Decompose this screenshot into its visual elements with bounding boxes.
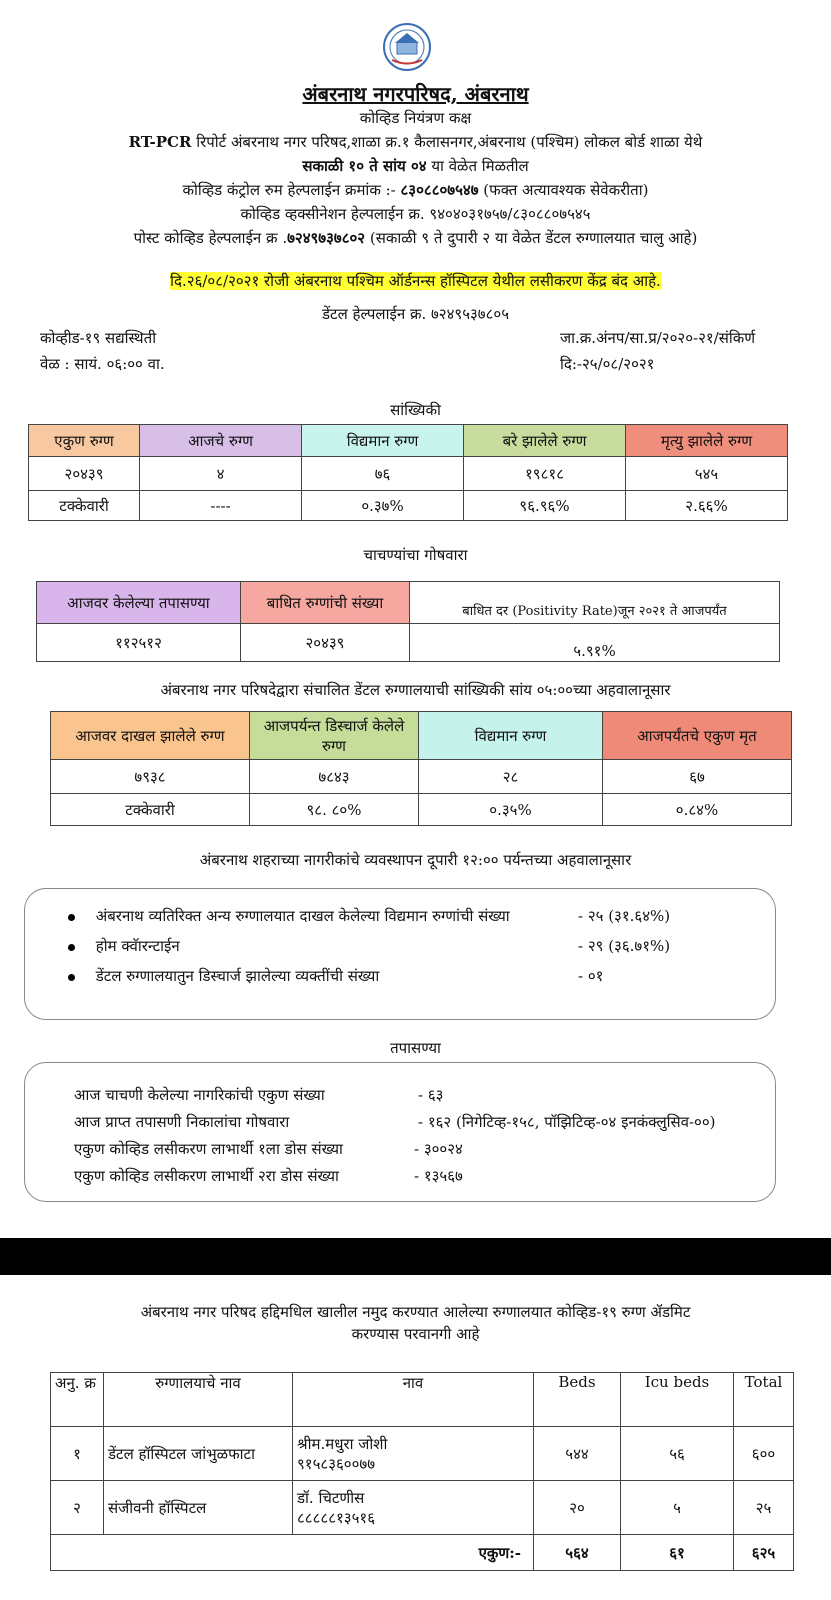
tests-header-rate: बाधित दर (Positivity Rate)जून २०२१ ते आजपर्यंत — [410, 582, 780, 624]
stats-cell: ०.३७% — [302, 491, 464, 521]
dental-cell: ९८. ८०% — [250, 794, 419, 826]
hospital-name: संजीवनी हॉस्पिटल — [104, 1481, 293, 1535]
dental-cell: ०.८४% — [603, 794, 792, 826]
testing-item-label: आज चाचणी केलेल्या नागरिकांची एकुण संख्या — [74, 1086, 325, 1104]
hospital-total: २५ — [734, 1481, 794, 1535]
dental-header-discharged: आजपर्यन्त डिस्चार्ज केलेले रुग्ण — [250, 712, 419, 760]
rtpcr-bold: RT-PCR — [128, 133, 192, 151]
hospitals-header-serial: अनु. क्र — [51, 1373, 104, 1427]
stats-cell: ९६.९६% — [464, 491, 626, 521]
testing-item-value: - १६२ (निगेटिव्ह-१५८, पॉझिटिव्ह-०४ इनकंक्लुसिव-००) — [418, 1113, 716, 1131]
status-label: कोव्हीड-१९ सद्यस्थिती — [40, 329, 157, 347]
testing-item-label: एकुण कोव्हिड लसीकरण लाभार्थी १ला डोस संख्या — [74, 1140, 343, 1158]
rtpcr-text: रिपोर्ट अंबरनाथ नगर परिषद,शाळा क्र.१ कैलासनगर,अंबरनाथ (पश्चिम) लोकल बोर्ड शाळा येथे — [191, 133, 703, 151]
dental-table — [50, 711, 792, 826]
testing-item-value: - ६३ — [418, 1086, 444, 1104]
tests-heading: चाचण्यांचा गोषवारा — [363, 546, 468, 564]
dental-cell: ७९३८ — [51, 760, 250, 794]
dental-helpline: डेंटल हेल्पलाईन क्र. ७२४९५३७८०५ — [321, 305, 509, 323]
hospital-total: ६०० — [734, 1427, 794, 1481]
tests-cell: ११२५१२ — [37, 624, 241, 662]
municipal-seal-icon — [382, 20, 432, 74]
closure-notice: दि.२६/०८/२०२१ रोजी अंबरनाथ पश्चिम ऑर्डनन्स हॉस्पिटल येथील लसीकरण केंद्र बंद आहे. — [170, 272, 661, 290]
tests-header-positive: बाधित रुग्णांची संख्या — [241, 582, 410, 624]
stats-table — [28, 424, 788, 521]
control-room-line — [0, 180, 831, 200]
stats-cell: टक्केवारी — [29, 491, 140, 521]
testing-heading: तपासण्या — [390, 1039, 441, 1057]
dental-header-deaths: आजपर्यंतचे एकुण मृत — [603, 712, 792, 760]
hospital-beds: २० — [534, 1481, 621, 1535]
dental-cell: ०.३५% — [419, 794, 603, 826]
bullet-icon — [68, 944, 75, 951]
management-item — [68, 936, 180, 956]
hospitals-header-hospital: रुग्णालयाचे नाव — [104, 1373, 293, 1427]
hospital-serial: २ — [51, 1481, 104, 1535]
stats-cell: १९८१८ — [464, 457, 626, 491]
stats-cell: ७६ — [302, 457, 464, 491]
dental-heading: अंबरनाथ नगर परिषदेद्वारा संचालित डेंटल रुग्णालयाची सांख्यिकी सांय ०५:००च्या अहवालानूसार — [160, 681, 671, 699]
hospital-beds: ५४४ — [534, 1427, 621, 1481]
tests-table — [36, 581, 780, 662]
subtitle: कोव्हिड नियंत्रण कक्ष — [359, 109, 472, 127]
notice-line — [0, 271, 831, 291]
control-room-number: ८३०८८०७५४७ — [400, 181, 479, 199]
contact-phone: ८८८८८१३५१६ — [297, 1508, 376, 1527]
dental-cell: ७८४३ — [250, 760, 419, 794]
management-item-value: - २५ (३१.६४%) — [578, 907, 671, 925]
postcovid-note: (सकाळी ९ ते दुपारी २ या वेळेत डेंटल रुग्णालयात चालु आहे) — [365, 229, 698, 247]
contact-name: श्रीम.मधुरा जोशी — [297, 1434, 388, 1453]
hospitals-table — [50, 1372, 794, 1571]
testing-item-label: आज प्राप्त तपासणी निकालांचा गोषवारा — [74, 1113, 290, 1131]
control-room-note: (फक्त अत्यावश्यक सेवेकरीता) — [478, 181, 649, 199]
hospitals-heading-line2: करण्यास परवानगी आहे — [351, 1325, 480, 1343]
hospital-name: डेंटल हॉस्पिटल जांभुळफाटा — [104, 1427, 293, 1481]
stats-heading: सांख्यिकी — [390, 401, 441, 419]
rtpcr-line — [0, 132, 831, 152]
hospitals-header-icu: Icu beds — [621, 1373, 734, 1427]
postcovid-number: ७२४९७३७८०२ — [287, 229, 366, 247]
total-beds: ५६४ — [534, 1535, 621, 1571]
total-icu: ६१ — [621, 1535, 734, 1571]
testing-item-value: - ३००२४ — [414, 1140, 463, 1158]
timing-line — [0, 156, 831, 176]
dental-header-admitted: आजवर दाखल झालेले रुग्ण — [51, 712, 250, 760]
stats-header-total: एकुण रुग्ण — [29, 425, 140, 457]
stats-header-today: आजचे रुग्ण — [140, 425, 302, 457]
page-title: अंबरनाथ नगरपरिषद, अंबरनाथ — [302, 82, 529, 106]
stats-cell: ५४५ — [626, 457, 788, 491]
bullet-icon — [68, 974, 75, 981]
management-item-label: डेंटल रुग्णालयातुन डिस्चार्ज झालेल्या व्यक्तींची संख्या — [95, 967, 380, 985]
separator-band — [0, 1238, 831, 1275]
tests-cell: २०४३९ — [241, 624, 410, 662]
stats-cell: ---- — [140, 491, 302, 521]
total-total: ६२५ — [734, 1535, 794, 1571]
contact-name: डॉ. चिटणीस — [297, 1488, 365, 1507]
reference-number: जा.क्र.अंनप/सा.प्र/२०२०-२१/संकिर्ण — [560, 329, 756, 347]
hospital-contact — [293, 1427, 534, 1481]
dental-cell: ६७ — [603, 760, 792, 794]
hospital-icu: ५६ — [621, 1427, 734, 1481]
management-item-value: - २९ (३६.७१%) — [578, 937, 671, 955]
management-item — [68, 966, 379, 986]
tests-header-total: आजवर केलेल्या तपासण्या — [37, 582, 241, 624]
management-item — [68, 906, 510, 926]
report-date: दि:-२५/०८/२०२१ — [560, 355, 655, 373]
postcovid-line — [0, 228, 831, 248]
hospital-contact — [293, 1481, 534, 1535]
control-room-label: कोव्हिड कंट्रोल रुम हेल्पलाईन क्रमांक :- — [182, 181, 401, 199]
timing-text: या वेळेत मिळतील — [426, 157, 529, 175]
hospital-icu: ५ — [621, 1481, 734, 1535]
report-time: वेळ : सायं. ०६:०० वा. — [40, 355, 165, 373]
testing-item-label: एकुण कोव्हिड लसीकरण लाभार्थी २रा डोस संख्या — [74, 1167, 339, 1185]
contact-phone: ९१५८३६००७७ — [297, 1454, 376, 1473]
hospitals-header-beds: Beds — [534, 1373, 621, 1427]
stats-cell: २०४३९ — [29, 457, 140, 491]
tests-cell: ५.९१% — [410, 624, 780, 662]
timing-bold: सकाळी १० ते सांय ०४ — [302, 157, 427, 175]
management-item-label: होम क्वॅारन्टाईन — [95, 937, 180, 955]
dental-cell: २८ — [419, 760, 603, 794]
testing-item-value: - १३५६७ — [414, 1167, 463, 1185]
hospitals-header-contact: नाव — [293, 1373, 534, 1427]
bullet-icon — [68, 914, 75, 921]
stats-cell: २.६६% — [626, 491, 788, 521]
dental-header-active: विद्यमान रुग्ण — [419, 712, 603, 760]
stats-cell: ४ — [140, 457, 302, 491]
hospitals-header-total: Total — [734, 1373, 794, 1427]
hospital-serial: १ — [51, 1427, 104, 1481]
total-label: एकुण:- — [51, 1535, 534, 1571]
stats-header-active: विद्यमान रुग्ण — [302, 425, 464, 457]
management-item-value: - ०१ — [578, 967, 604, 985]
vaccination-line: कोव्हिड व्हक्सीनेशन हेल्पलाईन क्र. ९४०४०३१७५७/८३०८८०७५४५ — [240, 205, 591, 223]
dental-cell: टक्केवारी — [51, 794, 250, 826]
management-item-label: अंबरनाथ व्यतिरिक्त अन्य रुग्णालयात दाखल केलेल्या विद्यमान रुग्णांची संख्या — [95, 907, 510, 925]
management-heading: अंबरनाथ शहराच्या नागरीकांचे व्यवस्थापन दूपारी १२:०० पर्यन्तच्या अहवालानूसार — [199, 851, 632, 869]
postcovid-label: पोस्ट कोव्हिड हेल्पलाईन क्र . — [133, 229, 288, 247]
hospitals-heading-line1: अंबरनाथ नगर परिषद हद्दिमधिल खालील नमुद करण्यात आलेल्या रुग्णालयात कोव्हिड-१९ रुग्ण ॲडमिट — [140, 1303, 691, 1321]
stats-header-recovered: बरे झालेले रुग्ण — [464, 425, 626, 457]
stats-header-deaths: मृत्यु झालेले रुग्ण — [626, 425, 788, 457]
